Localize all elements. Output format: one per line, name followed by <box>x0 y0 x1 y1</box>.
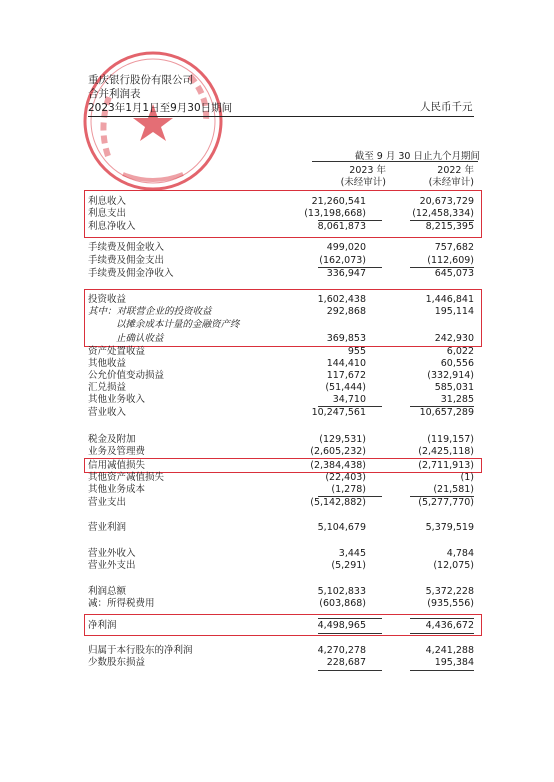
value-2023: (51,444) <box>325 382 366 393</box>
row-label: 利润总额 <box>88 586 127 597</box>
value-2022: (332,914) <box>427 370 474 381</box>
value-2022: (1) <box>460 472 474 483</box>
value-2023: (129,531) <box>319 434 366 445</box>
table-row <box>88 497 478 509</box>
statement-title: 合并利润表 <box>88 88 141 100</box>
value-2022: 645,073 <box>434 268 474 279</box>
value-2023: 336,947 <box>326 268 366 279</box>
row-label: 止确认收益 <box>116 333 164 344</box>
value-2022: 60,556 <box>440 358 474 369</box>
value-2023: 369,853 <box>326 333 366 344</box>
value-2022: 10,657,289 <box>419 407 474 418</box>
value-2023: 10,247,561 <box>311 407 366 418</box>
row-label: 营业利润 <box>88 522 127 533</box>
value-2023: 8,061,873 <box>317 221 366 232</box>
header-rule <box>88 116 474 117</box>
table-row <box>88 657 478 669</box>
row-label: 手续费及佣金收入 <box>88 242 165 253</box>
table-row <box>88 560 478 572</box>
value-2022: 195,384 <box>434 657 474 668</box>
statement-period: 2023年1月1日至9月30日期间 <box>88 102 233 114</box>
company-name: 重庆银行股份有限公司 <box>88 74 193 86</box>
table-row <box>88 598 478 610</box>
table-row <box>88 620 478 632</box>
currency-unit: 人民币千元 <box>420 101 473 113</box>
table-row <box>116 319 478 331</box>
value-2022: 242,930 <box>434 333 474 344</box>
row-label: 其他业务收入 <box>88 394 146 405</box>
table-row <box>88 548 478 560</box>
value-2023: (13,198,668) <box>304 208 366 219</box>
value-2023: (22,403) <box>325 472 366 483</box>
col-2022-year: 2022 年 <box>437 165 474 176</box>
value-2023: 21,260,541 <box>311 196 366 207</box>
table-row <box>88 333 478 345</box>
row-label: 其他资产减值损失 <box>88 472 165 483</box>
total-double-rule <box>410 633 474 634</box>
table-row <box>88 586 478 598</box>
value-2022: 757,682 <box>434 242 474 253</box>
row-label: 营业外支出 <box>88 560 136 571</box>
row-label: 信用减值损失 <box>88 460 146 471</box>
table-row <box>88 394 478 406</box>
row-label: 减：所得税费用 <box>88 598 155 609</box>
value-2023: (603,868) <box>319 598 366 609</box>
row-label: 营业外收入 <box>88 548 136 559</box>
row-label: 资产处置收益 <box>88 346 146 357</box>
subtotal-rule <box>318 618 382 619</box>
value-2023: 5,104,679 <box>317 522 366 533</box>
table-row <box>88 472 478 484</box>
value-2023: (5,291) <box>331 560 366 571</box>
table-row <box>88 484 478 496</box>
row-label: 业务及管理费 <box>88 446 146 457</box>
value-2023: 3,445 <box>338 548 366 559</box>
value-2022: (5,277,770) <box>418 497 474 508</box>
value-2022: 4,784 <box>446 548 474 559</box>
value-2023: 228,687 <box>326 657 366 668</box>
value-2022: 195,114 <box>434 306 474 317</box>
col-2023-note: (未经审计) <box>340 177 386 188</box>
value-2023: 1,602,438 <box>317 294 366 305</box>
table-row <box>88 358 478 370</box>
period-heading: 截至 9 月 30 日止九个月期间 <box>354 151 480 162</box>
value-2022: 6,022 <box>446 346 474 357</box>
row-label: 少数股东损益 <box>88 657 146 668</box>
table-row <box>88 221 478 233</box>
table-row <box>88 407 478 419</box>
row-label: 净利润 <box>88 620 117 631</box>
value-2022: (12,458,334) <box>412 208 474 219</box>
table-row <box>88 346 478 358</box>
company-seal-icon <box>78 46 228 196</box>
value-2022: 4,436,672 <box>425 620 474 631</box>
value-2022: (21,581) <box>433 484 474 495</box>
col-2022-note: (未经审计) <box>428 177 474 188</box>
value-2023: (1,278) <box>331 484 366 495</box>
table-row <box>88 370 478 382</box>
row-label: 以摊余成本计量的金融资产终 <box>116 319 240 330</box>
row-label: 手续费及佣金净收入 <box>88 268 174 279</box>
row-label: 其中：对联营企业的投资收益 <box>88 306 212 317</box>
value-2022: 5,379,519 <box>425 522 474 533</box>
row-label: 营业支出 <box>88 497 127 508</box>
table-row <box>88 255 478 267</box>
table-row <box>88 382 478 394</box>
table-row <box>88 522 478 534</box>
row-label: 利息净收入 <box>88 221 136 232</box>
row-label: 汇兑损益 <box>88 382 127 393</box>
row-label: 营业收入 <box>88 407 127 418</box>
value-2022: (2,425,118) <box>418 446 474 457</box>
row-label: 税金及附加 <box>88 434 136 445</box>
value-2022: 20,673,729 <box>419 196 474 207</box>
value-2022: 8,215,395 <box>425 221 474 232</box>
value-2023: 292,868 <box>326 306 366 317</box>
value-2023: 499,020 <box>326 242 366 253</box>
row-label: 投资收益 <box>88 294 127 305</box>
value-2022: (12,075) <box>433 560 474 571</box>
value-2023: 34,710 <box>332 394 366 405</box>
value-2023: (162,073) <box>319 255 366 266</box>
value-2023: 4,498,965 <box>317 620 366 631</box>
value-2022: 31,285 <box>440 394 474 405</box>
row-label: 利息支出 <box>88 208 127 219</box>
row-label: 手续费及佣金支出 <box>88 255 165 266</box>
row-label: 其他业务成本 <box>88 484 146 495</box>
total-double-rule <box>318 633 382 634</box>
table-row <box>88 645 478 657</box>
table-row <box>88 460 478 472</box>
value-2023: 5,102,833 <box>317 586 366 597</box>
table-row <box>88 446 478 458</box>
col-2023-year: 2023 年 <box>349 165 386 176</box>
row-label: 利息收入 <box>88 196 127 207</box>
total-rule <box>318 670 382 671</box>
value-2022: (112,609) <box>427 255 474 266</box>
row-label: 其他收益 <box>88 358 127 369</box>
value-2022: 1,446,841 <box>425 294 474 305</box>
table-row <box>88 306 478 318</box>
table-row <box>88 208 478 220</box>
value-2023: (2,605,232) <box>310 446 366 457</box>
value-2023: (5,142,882) <box>310 497 366 508</box>
value-2023: 144,410 <box>326 358 366 369</box>
table-row <box>88 268 478 280</box>
value-2022: 585,031 <box>434 382 474 393</box>
table-row <box>88 434 478 446</box>
value-2022: 4,241,288 <box>425 645 474 656</box>
value-2023: 955 <box>347 346 366 357</box>
row-label: 公允价值变动损益 <box>88 370 165 381</box>
row-label: 归属于本行股东的净利润 <box>88 645 193 656</box>
value-2023: (2,384,438) <box>310 460 366 471</box>
table-row <box>88 242 478 254</box>
value-2022: (2,711,913) <box>418 460 474 471</box>
value-2023: 4,270,278 <box>317 645 366 656</box>
value-2022: (119,157) <box>427 434 474 445</box>
value-2022: 5,372,228 <box>425 586 474 597</box>
subtotal-rule <box>410 618 474 619</box>
table-row <box>88 294 478 306</box>
value-2022: (935,556) <box>427 598 474 609</box>
value-2023: 117,672 <box>326 370 366 381</box>
table-row <box>88 196 478 208</box>
total-rule <box>410 670 474 671</box>
